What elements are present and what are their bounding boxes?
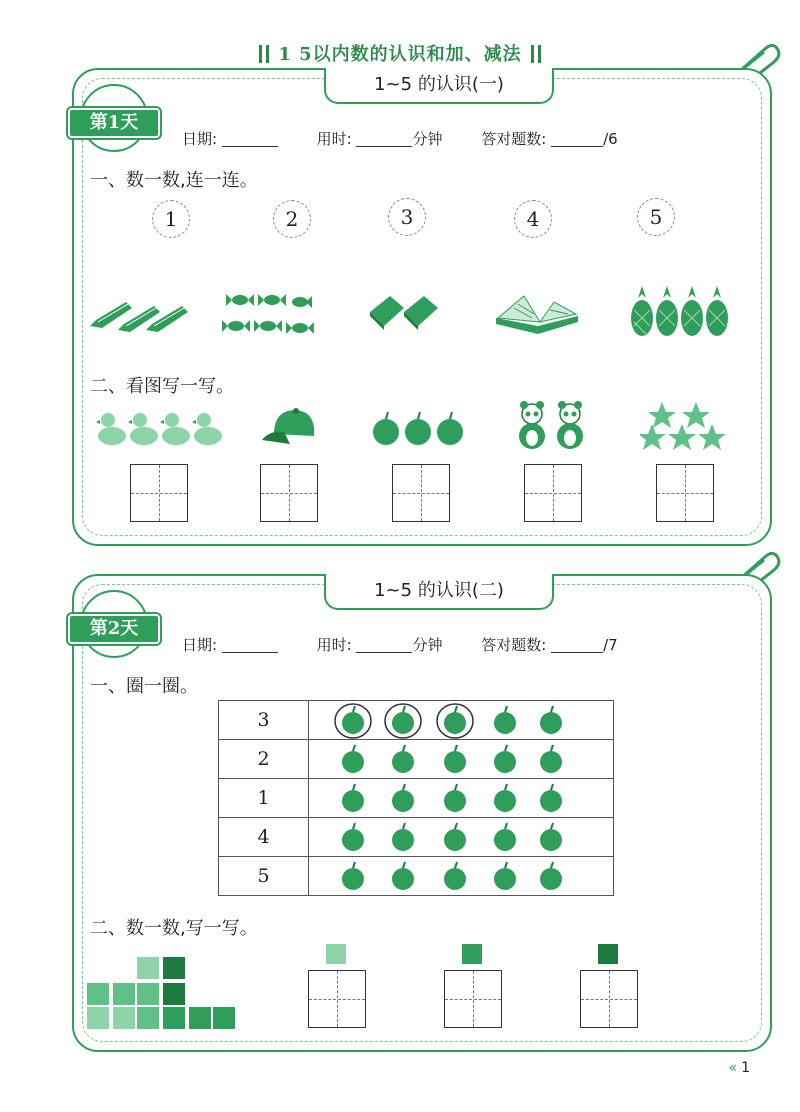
write-box[interactable] (580, 970, 638, 1028)
apple-icon[interactable] (494, 823, 516, 851)
write-box[interactable] (524, 464, 582, 522)
score-field[interactable] (551, 639, 603, 653)
apple-icon[interactable] (444, 823, 466, 851)
apples-icon[interactable] (372, 408, 466, 448)
day2-section2-title: 二、数一数,写一写。 (90, 918, 258, 939)
page-header (0, 40, 800, 66)
write-box[interactable] (656, 464, 714, 522)
apple-icon[interactable] (540, 823, 562, 851)
book-icon[interactable] (494, 288, 580, 338)
apple-icon[interactable] (540, 706, 562, 734)
apple-group (309, 818, 615, 857)
apple-icon[interactable] (494, 862, 516, 890)
apple-row[interactable] (309, 701, 613, 739)
day2-title: 1~5 的认识(二) (324, 574, 554, 610)
day1-section1-title: 一、数一数,连一连。 (90, 170, 258, 191)
page-number: « 1 (728, 1060, 750, 1076)
score-field[interactable] (551, 133, 603, 147)
write-box[interactable] (260, 464, 318, 522)
day1-card (72, 68, 772, 546)
number-circle[interactable]: 2 (273, 200, 311, 238)
apple-row[interactable] (309, 740, 613, 778)
day2-info-row: 日期: 用时: 分钟 答对题数: /7 (182, 636, 618, 654)
table-row (219, 857, 613, 896)
ducks-icon[interactable] (96, 410, 224, 448)
day2-card (72, 574, 772, 1052)
apple-icon[interactable] (444, 784, 466, 812)
apple-icon[interactable] (342, 823, 364, 851)
number-circle[interactable]: 5 (637, 198, 675, 236)
row-number: 4 (219, 818, 309, 856)
apple-icon[interactable] (494, 706, 516, 734)
number-circle[interactable]: 1 (152, 200, 190, 238)
apple-icon[interactable] (335, 704, 371, 738)
pandas-icon[interactable] (514, 400, 590, 450)
write-box[interactable] (392, 464, 450, 522)
row-number: 5 (219, 857, 309, 896)
date-field[interactable] (222, 639, 278, 653)
table-row (219, 779, 613, 818)
day1-section2-title: 二、看图写一写。 (90, 376, 234, 397)
table-row (219, 740, 613, 779)
erasers-icon[interactable] (368, 292, 442, 332)
dark-block-icon (598, 944, 618, 964)
write-box[interactable] (444, 970, 502, 1028)
apple-icon[interactable] (494, 784, 516, 812)
apple-group (309, 701, 615, 740)
pencils-icon[interactable] (88, 292, 188, 334)
day1-info-row: 日期: 用时: 分钟 答对题数: /6 (182, 130, 618, 148)
day1-title: 1~5 的认识(一) (324, 68, 554, 104)
number-circle[interactable]: 3 (388, 198, 426, 236)
row-number: 2 (219, 740, 309, 778)
day2-badge: 第2天 (68, 590, 160, 670)
light-block-icon (326, 944, 346, 964)
apple-icon[interactable] (385, 704, 421, 738)
write-box[interactable] (308, 970, 366, 1028)
row-number: 1 (219, 779, 309, 817)
row-number: 3 (219, 701, 309, 739)
day1-badge: 第1天 (68, 84, 160, 164)
time-field[interactable] (356, 639, 412, 653)
apple-row[interactable] (309, 779, 613, 817)
pineapples-icon[interactable] (630, 286, 730, 340)
apple-icon[interactable] (342, 862, 364, 890)
apple-icon[interactable] (392, 784, 414, 812)
apple-row[interactable] (309, 818, 613, 856)
apple-icon[interactable] (540, 745, 562, 773)
apple-icon[interactable] (540, 862, 562, 890)
table-row (219, 818, 613, 857)
table-row (219, 701, 613, 740)
apple-icon[interactable] (444, 745, 466, 773)
apple-icon[interactable] (540, 784, 562, 812)
write-box[interactable] (130, 464, 188, 522)
page-arrows-icon: « (728, 1060, 738, 1076)
apple-icon[interactable] (444, 862, 466, 890)
number-circle[interactable]: 4 (514, 200, 552, 238)
circle-table (218, 700, 614, 896)
candies-icon[interactable] (220, 288, 316, 340)
apple-group (309, 740, 615, 779)
apple-row[interactable] (309, 857, 613, 896)
day2-section1-title: 一、圈一圈。 (90, 676, 198, 697)
apple-icon[interactable] (437, 704, 473, 738)
stacked-blocks-icon[interactable] (86, 954, 236, 1032)
apple-icon[interactable] (392, 745, 414, 773)
stars-icon[interactable] (640, 400, 726, 452)
medium-block-icon (462, 944, 482, 964)
apple-icon[interactable] (342, 784, 364, 812)
header-title: 1 5以内数的认识和加、减法 (278, 44, 522, 65)
apple-icon[interactable] (342, 745, 364, 773)
apple-icon[interactable] (392, 862, 414, 890)
date-field[interactable] (222, 133, 278, 147)
cap-icon[interactable] (260, 406, 318, 450)
apple-icon[interactable] (392, 823, 414, 851)
apple-group (309, 857, 615, 896)
apple-group (309, 779, 615, 818)
apple-icon[interactable] (494, 745, 516, 773)
time-field[interactable] (356, 133, 412, 147)
